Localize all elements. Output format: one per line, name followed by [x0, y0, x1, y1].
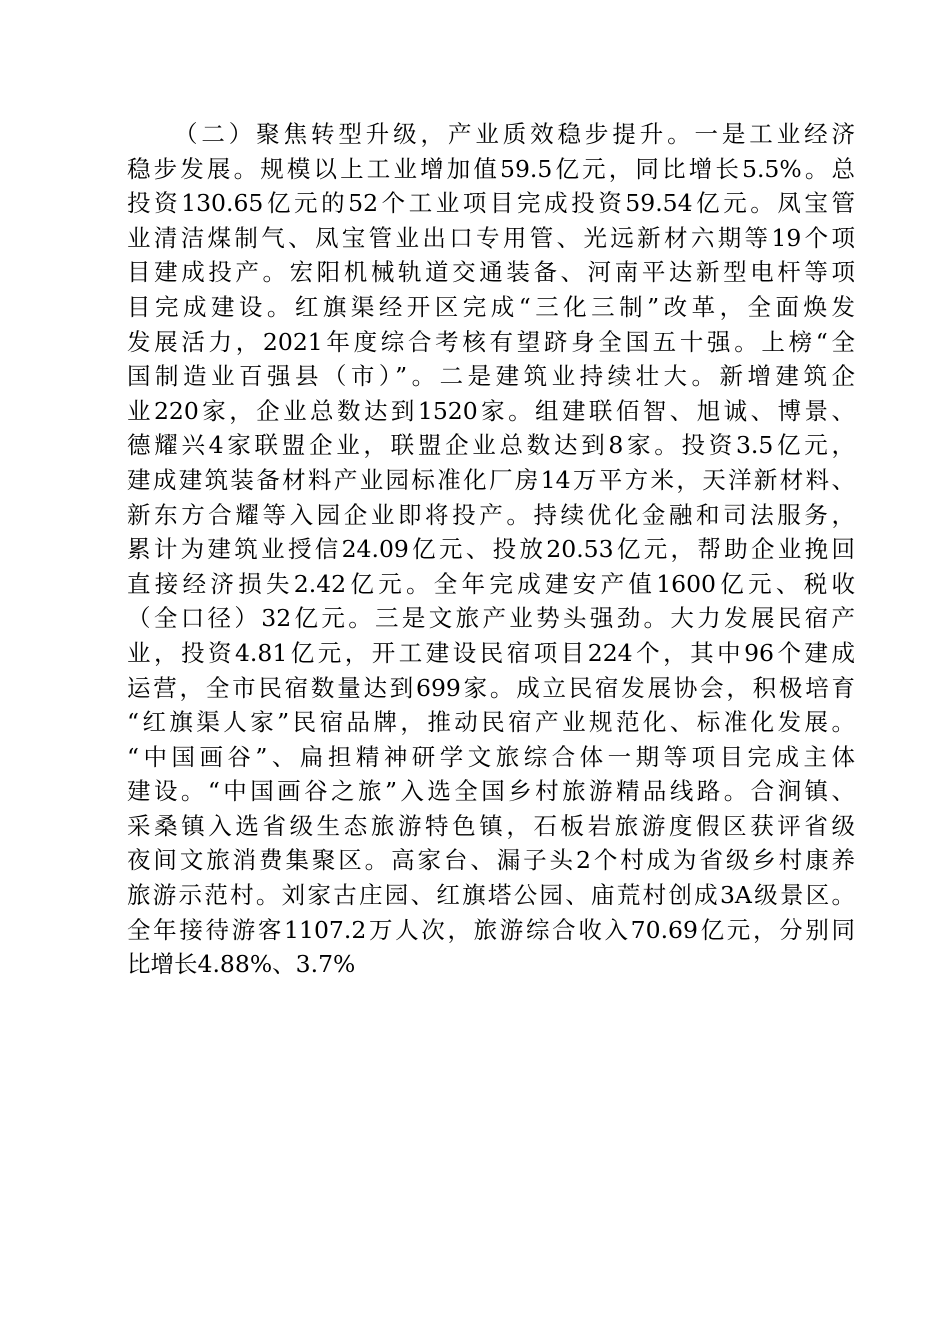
paragraph-line-18: “红旗渠人家”民宿品牌，推动民宿产业规范化、标准化发展。 — [127, 708, 855, 737]
paragraph-line-17: 运营，全市民宿数量达到699家。成立民宿发展协会，积极培育 — [127, 673, 855, 702]
paragraph-line-15: （全口径）32亿元。三是文旅产业势头强劲。大力发展民宿产 — [127, 604, 855, 633]
paragraph-line-11: 建成建筑装备材料产业园标准化厂房14万平方米，天洋新材料、 — [127, 465, 855, 494]
paragraph-line-24: 全年接待游客1107.2万人次，旅游综合收入70.69亿元，分别同 — [127, 915, 855, 944]
paragraph-line-16: 业，投资4.81亿元，开工建设民宿项目224个，其中96个建成 — [127, 638, 855, 667]
paragraph-line-7: 发展活力，2021年度综合考核有望跻身全国五十强。上榜“全 — [127, 327, 855, 356]
paragraph-line-8: 国制造业百强县（市）”。二是建筑业持续壮大。新增建筑企 — [127, 362, 855, 391]
paragraph-line-12: 新东方合耀等入园企业即将投产。持续优化金融和司法服务， — [127, 500, 855, 529]
paragraph-line-1: （二）聚焦转型升级，产业质效稳步提升。一是工业经济 — [174, 120, 855, 148]
paragraph-line-2: 稳步发展。规模以上工业增加值59.5亿元，同比增长5.5%。总 — [127, 154, 855, 183]
paragraph-line-22: 夜间文旅消费集聚区。高家台、漏子头2个村成为省级乡村康养 — [127, 846, 855, 875]
paragraph-line-9: 业220家，企业总数达到1520家。组建联佰智、旭诚、博景、 — [127, 396, 855, 425]
paragraph-line-19: “中国画谷”、扁担精神研学文旅综合体一期等项目完成主体 — [127, 742, 855, 771]
paragraph-line-25: 比增长4.88%、3.7% — [127, 950, 356, 979]
paragraph-line-13: 累计为建筑业授信24.09亿元、投放20.53亿元，帮助企业挽回 — [127, 535, 855, 564]
paragraph-line-3: 投资130.65亿元的52个工业项目完成投资59.54亿元。凤宝管 — [127, 189, 855, 218]
paragraph-line-20: 建设。“中国画谷之旅”入选全国乡村旅游精品线路。合涧镇、 — [127, 777, 855, 806]
paragraph-line-21: 采桑镇入选省级生态旅游特色镇，石板岩旅游度假区获评省级 — [127, 811, 855, 840]
paragraph-line-6: 目完成建设。红旗渠经开区完成“三化三制”改革，全面焕发 — [127, 292, 855, 321]
paragraph-line-5: 目建成投产。宏阳机械轨道交通装备、河南平达新型电杆等项 — [127, 258, 855, 287]
paragraph-line-14: 直接经济损失2.42亿元。全年完成建安产值1600亿元、税收 — [127, 569, 855, 598]
paragraph-line-4: 业清洁煤制气、凤宝管业出口专用管、光远新材六期等19个项 — [127, 223, 855, 252]
body-paragraph — [127, 117, 855, 982]
paragraph-line-10: 德耀兴4家联盟企业，联盟企业总数达到8家。投资3.5亿元， — [127, 431, 855, 460]
paragraph-line-23: 旅游示范村。刘家古庄园、红旗塔公园、庙荒村创成3A级景区。 — [127, 881, 855, 910]
